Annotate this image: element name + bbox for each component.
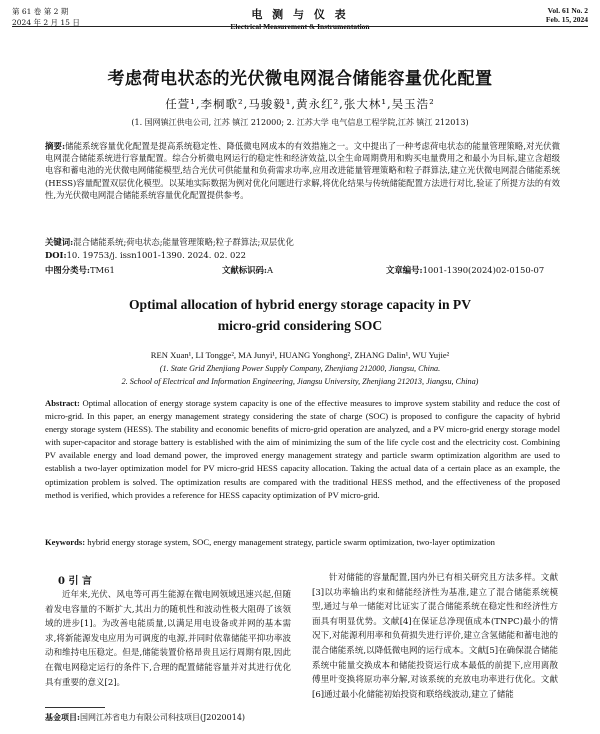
issue-date: 2024 年 2 月 15 日 xyxy=(12,18,80,27)
article-number xyxy=(386,264,544,276)
footnote-rule xyxy=(45,707,105,708)
funding-label: 基金项目: xyxy=(45,712,80,722)
funding-text: 国网江苏省电力有限公司科技项目(J2020014) xyxy=(79,713,246,722)
journal-name-en: Electrical Measurement & Instrumentation xyxy=(230,22,370,31)
title-en-line1: Optimal allocation of hybrid energy storage capacity in PV xyxy=(128,297,472,312)
volume-issue: 第 61 卷 第 2 期 xyxy=(12,7,69,16)
affiliation-zh: (1. 国网镇江供电公司, 江苏 镇江 212000; 2. 江苏大学 电气信息工程学院,江苏 镇江 212013) xyxy=(131,118,469,127)
abstract-en xyxy=(45,397,560,502)
doi-label: DOI: xyxy=(45,250,67,260)
journal-name-zh: 电 测 与 仪 表 xyxy=(251,8,349,21)
abstract-zh xyxy=(45,140,560,201)
keywords-zh-label: 关键词: xyxy=(45,237,74,247)
affiliation-en-2: 2. School of Electrical and Information Engineering, Jiangsu University, Zhenjiang 212013, Jiangsu, China) xyxy=(121,377,479,386)
title-en-line2: micro-grid considering SOC xyxy=(217,318,383,333)
section-heading-introduction: 0 引 言 xyxy=(58,576,92,587)
keywords-en-text: hybrid energy storage system, SOC, energy management strategy, particle swarm optimization, two-layer optimization xyxy=(87,537,495,547)
abstract-zh-text: 储能系统容量优化配置是提高系统稳定性、降低微电网成本的有效措施之一。文中提出了一种考虑荷电状态的能量管理策略,对光伏微电网混合储能系统进行容量配置。综合分析微电网运行的稳定性和经济效益,以全生命周期费用和购买电量费用之和最小为目标,建立含超级电容和蓄电池的光伏微电网储能模型,结合光伏可供能量和负荷需求功率,应用改进能量管理策略和粒子群算法,建立光伏微电网混合储能系统(HESS)容量配置双层优化模型。以某地实际数据为例对优化问题进行求解,将优化结果与传统储能配置方法进行对比,验证了所提方法的有效性,为光伏微电网混合储能系统容量优化配置提供参考。 xyxy=(45,141,560,200)
doi xyxy=(45,250,246,260)
abstract-en-label: Abstract: xyxy=(45,398,80,408)
funding-footnote xyxy=(45,712,245,723)
clc-text: TM61 xyxy=(89,265,115,275)
document-code xyxy=(222,264,273,276)
abstract-zh-label: 摘要: xyxy=(45,141,66,151)
intro-left-column: 近年来,光伏、风电等可再生能源在微电网领域迅速兴起,但随着发电容量的不断扩大,其出力的随机性和波动性极大阻碍了该领域的进步[1]。为改善电能质量,以满足用电设备或并网的基本需求,将新能源发电应用为可调度的电源,并同时依靠储能平抑功率波动和维持电压稳定。但是,储能装置价格昂贵且运行周期有限,因此在微电网稳定运行的条件下,合理的配置储能容量并对其进行优化具有重要的意义[2]。 xyxy=(45,590,291,688)
authors-zh: 任萱¹,李桐歌²,马骏毅¹,黄永红²,张大林¹,吴玉浩² xyxy=(165,97,435,111)
header-rule xyxy=(12,26,588,27)
keywords-en-label: Keywords: xyxy=(45,537,86,547)
doi-text: 10. 19753/j. issn1001-1390. 2024. 02. 022 xyxy=(66,250,246,260)
clc-number xyxy=(45,264,115,276)
doc-code-text: A xyxy=(266,265,274,275)
article-no-text: 1001-1390(2024)02-0150-07 xyxy=(422,265,545,275)
keywords-zh-text: 混合储能系统;荷电状态;能量管理策略;粒子群算法;双层优化 xyxy=(73,237,294,247)
keywords-zh xyxy=(45,236,560,248)
paper-title-en xyxy=(0,294,600,336)
volume-issue-en: Vol. 61 No. 2 xyxy=(547,6,588,15)
journal-name xyxy=(0,6,600,31)
doc-code-label: 文献标识码: xyxy=(222,265,267,275)
affiliation-en-1: (1. State Grid Zhenjiang Power Supply Company, Zhenjiang 212000, Jiangsu, China. xyxy=(159,364,441,373)
abstract-en-text: Optimal allocation of energy storage system capacity is one of the effective measures to improve system stability and reduce the cost of micro-grid. In this paper, an energy management strategy considering the state of charge (SOC) is proposed to configure the capacity of hybrid energy storage system (HESS). The stability and economic benefits of micro-grid operation are analyzed, and a PV micro-grid energy storage model with super-capacitor and storage battery is established with the aim of minimizing the sum of the life cycle cost and the electricity cost. Combining PV available energy and load demand power, the improved energy management strategy and particle swarm optimization algorithm are used to establish a two-layer optimization model for PV micro-grid HESS capacity allocation. Taking the actual data of a certain place as an example, the optimization problem is solved. The optimization results are compared with the traditional HESS method, and the effectiveness of the proposed method is verified, which provides a reference for HESS capacity optimization of PV micro-grid. xyxy=(45,398,560,500)
keywords-en xyxy=(45,536,560,549)
paper-title-zh: 考虑荷电状态的光伏微电网混合储能容量优化配置 xyxy=(107,69,493,89)
article-no-label: 文章编号: xyxy=(386,265,423,275)
intro-right-column: 针对储能的容量配置,国内外已有相关研究且方法多样。文献[3]以功率输出约束和储能经济性为基准,建立了混合储能系统模型,通过与单一储能对比证实了混合储能系统在稳定性和经济性方面具有明显优势。文献[4]在保证总净现值成本(TNPC)最小的情况下,对能源利用率和负荷损失进行评价,建立含氢储能和蓄电池的混合储能系统,以降低微电网的运行成本。文献[5]在确保混合储能系统中能量交换成本和储能投资运行成本最低的前提下,应用离散傅里叶变换将原功率分解,对该系统的充放电功率进行优化。文献[6]通过最小化储能初始投资和联络线波动,建立了储能 xyxy=(312,573,558,700)
journal-volume-en xyxy=(546,6,588,24)
issue-date-en: Feb. 15, 2024 xyxy=(545,15,588,24)
authors-en: REN Xuan¹, LI Tongge², MA Junyi¹, HUANG Yonghong², ZHANG Dalin¹, WU Yujie² xyxy=(150,350,450,360)
clc-label: 中图分类号: xyxy=(45,265,90,275)
